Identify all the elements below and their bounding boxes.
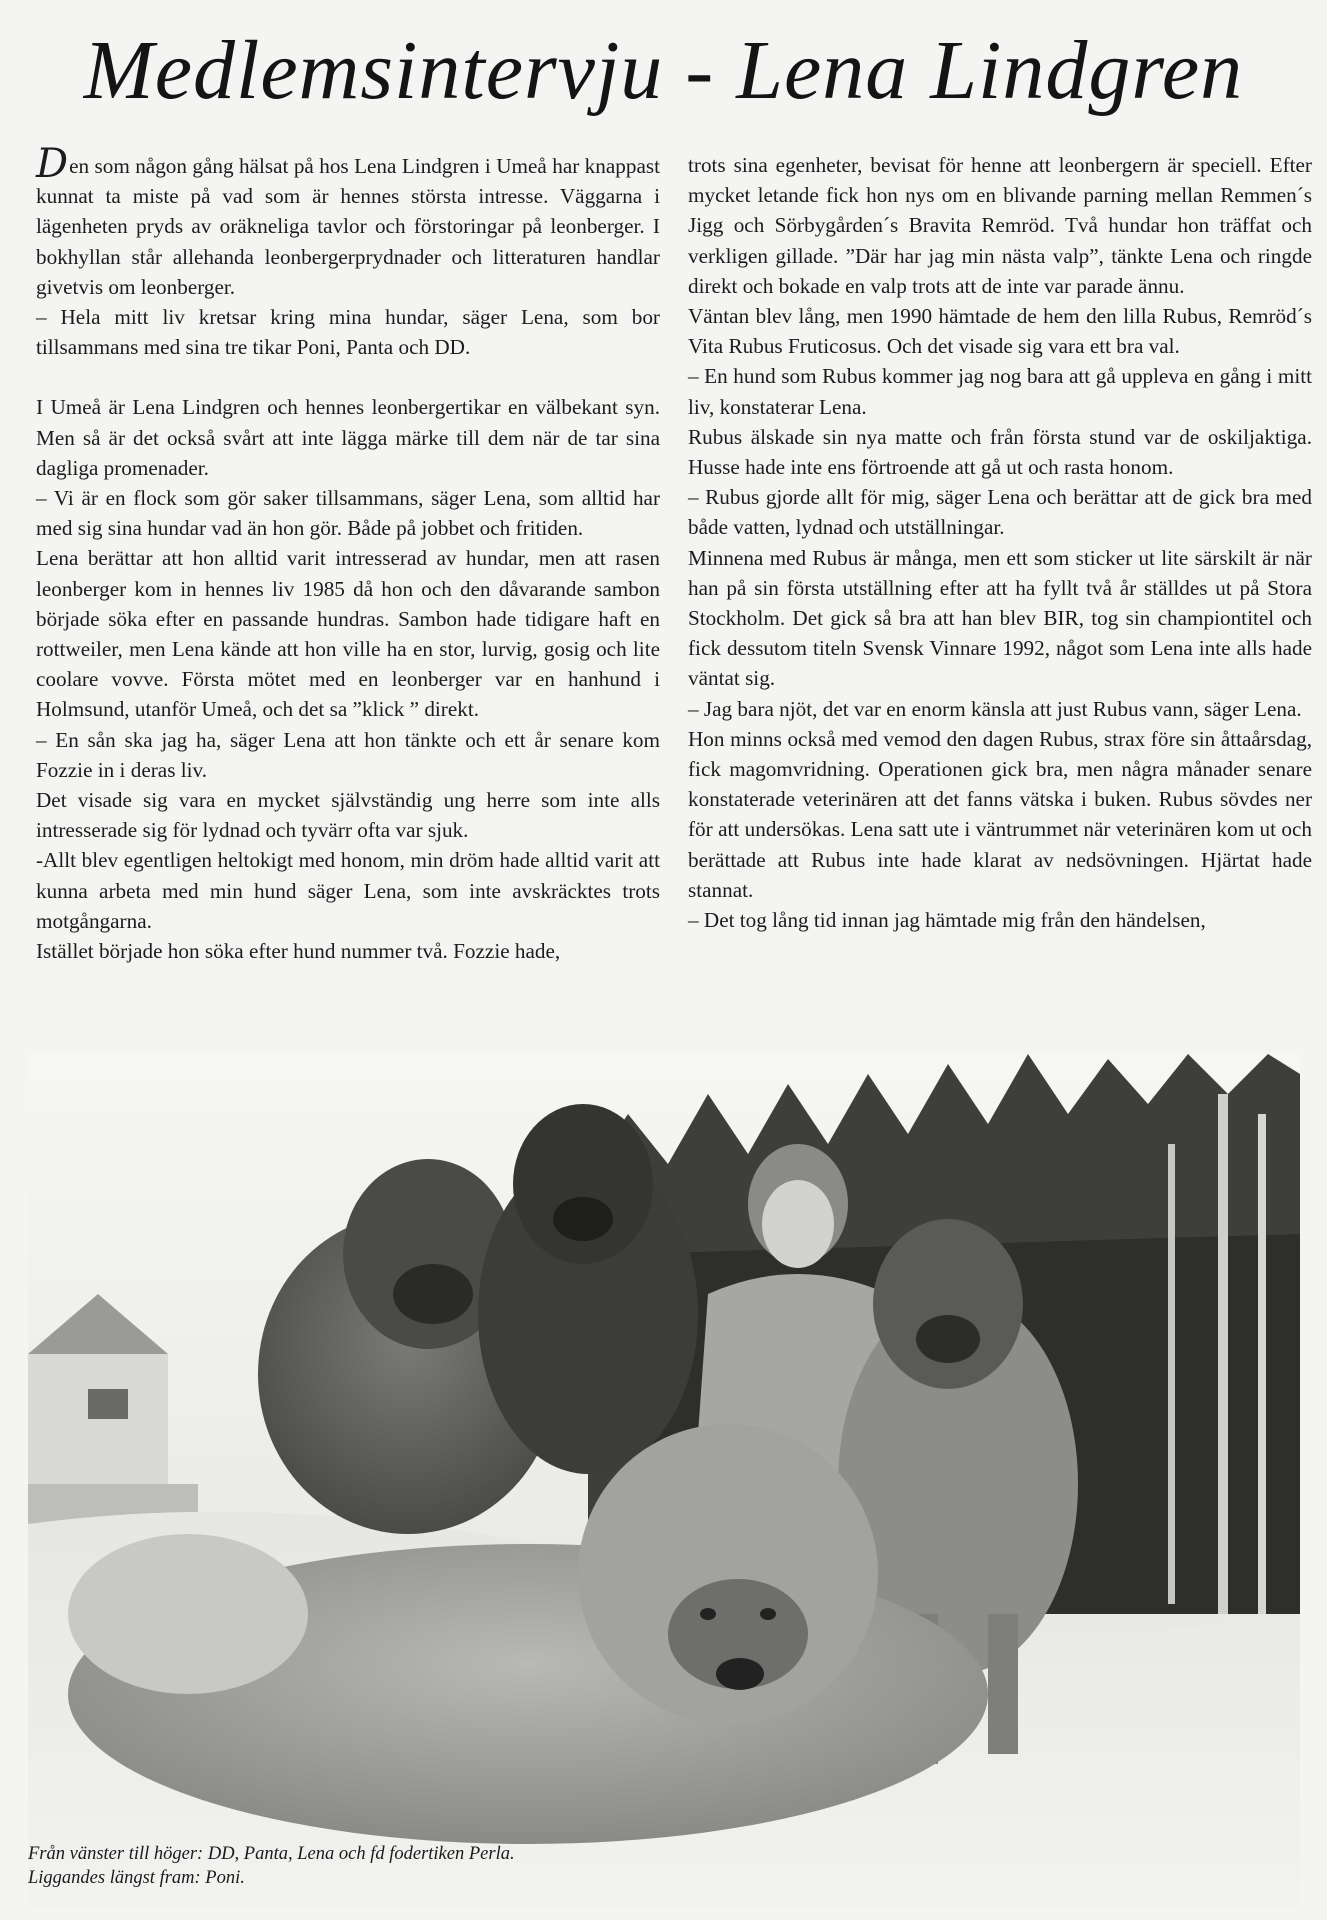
photo-caption (28, 1842, 788, 1890)
caption-line-1: Från vänster till höger: DD, Panta, Lena och fd fodertiken Perla. (28, 1844, 515, 1864)
paragraph-1: – Hela mitt liv kretsar kring mina hundar, säger Lena, som bor tillsammans med sina tre tikar Poni, Panta och DD. (36, 305, 660, 360)
dogs-photo-illustration (28, 1054, 1300, 1906)
paragraph-r1: Väntan blev lång, men 1990 hämtade de hem den lilla Rubus, Remröd´s Vita Rubus Fruticosus. Och det visade sig vara ett bra val. (688, 304, 1312, 359)
paragraph-r0: trots sina egenheter, bevisat för henne att leonbergern är speciell. Efter mycket letande fick hon nys om en blivande parning mellan Remmen´s Jigg och Sörbygården´s Bravita Remröd. Två hundar hon träffat och verkligen gillade. ”Där har jag min nästa valp”, tänkte Lena och ringde direkt och bokade en valp trots att de inte var parade ännu. (688, 153, 1312, 298)
page-title: Medlemsintervju - Lena Lindgren (83, 24, 1244, 117)
paragraph-6: – En sån ska jag ha, säger Lena att hon tänkte och ett år senare kom Fozzie in i deras liv. (36, 727, 660, 782)
paragraph-3: I Umeå är Lena Lindgren och hennes leonbergertikar en välbekant syn. Men så är det också svårt att inte lägga märke till dem när de tar sina dagliga promenader. (36, 395, 660, 480)
paragraph-8: -Allt blev egentligen heltokigt med honom, min dröm hade alltid varit att kunna arbeta med min hund säger Lena, som inte avskräcktes trots motgångarna. (36, 848, 660, 933)
paragraph-r4: – Rubus gjorde allt för mig, säger Lena och berättar att de gick bra med både vatten, lydnad och utställningar. (688, 485, 1312, 540)
paragraph-r3: Rubus älskade sin nya matte och från första stund var de oskiljaktiga. Husse hade inte ens förtroende att gå ut och rasta honom. (688, 424, 1312, 480)
paragraph-9: Istället började hon söka efter hund nummer två. Fozzie hade, (36, 939, 561, 964)
paragraph-r5: Minnena med Rubus är många, men ett som sticker ut lite särskilt är när han på sin första utställning efter att ha fyllt två år ställdes ut på Stora Stockholm. Det gick så bra att han blev BIR, tog sin championtitel och fick dessutom titeln Svensk Vinnare 1992, något som Lena inte alls hade väntat sig. (688, 545, 1312, 691)
paragraph-0: Den som någon gång hälsat på hos Lena Lindgren i Umeå har knappast kunnat ta miste på vad som är hennes största intresse. Väggarna i lägenheten pryds av oräkneliga tavlor och förstoringar på leonberger. I bokhyllan står allehanda leonbergerprydnader och litteraturen handlar givetvis om leonberger. (36, 141, 660, 299)
paragraph-r8: – Det tog lång tid innan jag hämtade mig från den händelsen, (688, 908, 1206, 933)
paragraph-7: Det visade sig vara en mycket självständig ung herre som inte alls intresserade sig för lydnad och tyvärr ofta var sjuk. (36, 788, 660, 843)
paragraph-gap (36, 362, 660, 392)
article-left-column (36, 141, 660, 966)
paragraph-r2: – En hund som Rubus kommer jag nog bara att gå uppleva en gång i mitt liv, konstaterar Lena. (688, 364, 1312, 419)
paragraph-r7: Hon minns också med vemod den dagen Rubus, strax före sin åttaårsdag, fick magomvridning. Operationen gick bra, men några månader senare konstaterade veterinären att det fanns vätska i buken. Rubus sövdes ner för att undersökas. Lena satt ute i väntrummet när veterinären kom ut och berättade att Rubus inte hade klarat av nedsövningen. Hjärtat hade stannat. (688, 726, 1312, 902)
caption-line-2: Liggandes längst fram: Poni. (28, 1868, 245, 1888)
paragraph-5: Lena berättar att hon alltid varit intresserad av hundar, men att rasen leonberger kom in hennes liv 1985 då hon och den dåvarande sambon började söka efter en passande hundras. Sambon hade tidigare haft en rottweiler, men Lena kände att hon ville ha en stor, lurvig, gosig och lite coolare vovve. Första mötet med en leonberger var en hanhund i Holmsund, utanför Umeå, och det sa ”klick ” direkt. (36, 546, 660, 722)
article-right-column (688, 150, 1312, 935)
drop-cap: D (36, 141, 69, 187)
dogs-photo (28, 1054, 1300, 1906)
paragraph-r6: – Jag bara njöt, det var en enorm känsla att just Rubus vann, säger Lena. (688, 696, 1302, 721)
paragraph-4: – Vi är en flock som gör saker tillsammans, säger Lena, som alltid har med sig sina hundar vad än hon gör. Både på jobbet och fritiden. (36, 486, 660, 541)
